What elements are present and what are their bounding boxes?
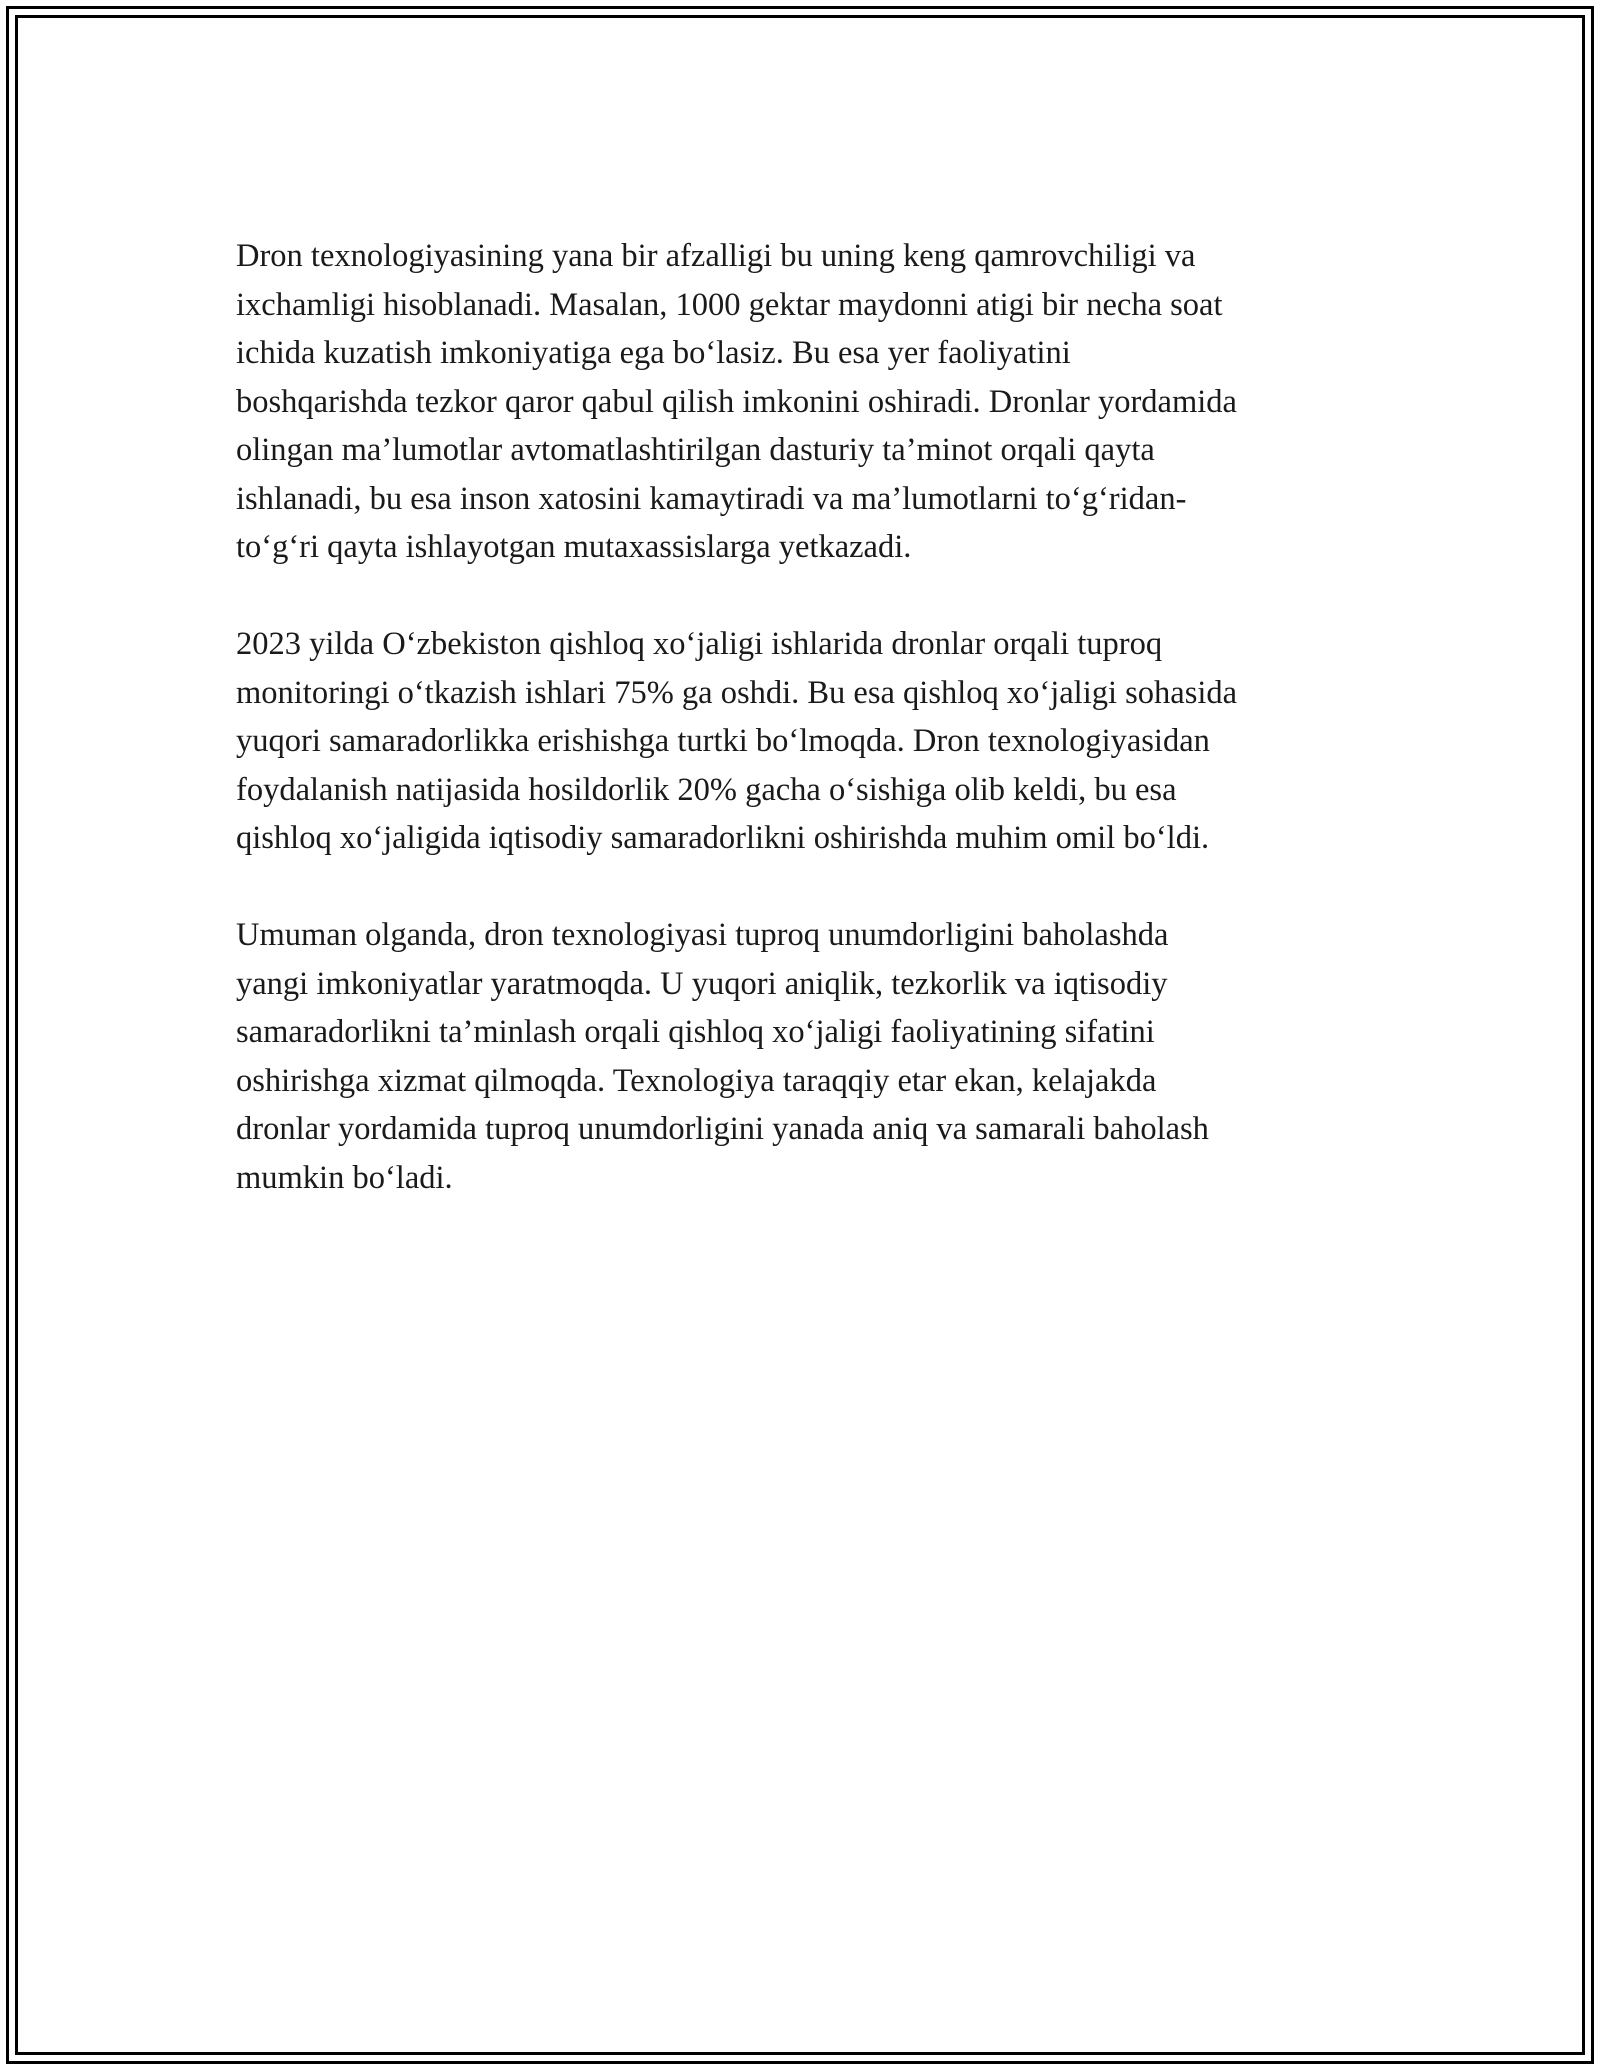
text-line: oshirishga xizmat qilmoqda. Texnologiya taraqqiy etar ekan, kelajakda	[236, 1062, 1157, 1099]
paragraph-2	[236, 620, 1376, 863]
text-line: qishloq xo‘jaligida iqtisodiy samaradorlikni oshirishda muhim omil bo‘ldi.	[236, 820, 1210, 856]
text-line: monitoringi o‘tkazish ishlari 75% ga oshdi. Bu esa qishloq xo‘jaligi sohasida	[236, 674, 1238, 711]
paragraph-3	[236, 911, 1376, 1202]
text-line: foydalanish natijasida hosildorlik 20% gacha o‘sishiga olib keldi, bu esa	[236, 771, 1177, 808]
text-line: dronlar yordamida tuproq unumdorligini yanada aniq va samarali baholash	[236, 1111, 1209, 1147]
paragraph-1	[236, 232, 1376, 572]
text-line: yuqori samaradorlikka erishishga turtki bo‘lmoqda. Dron texnologiyasidan	[236, 723, 1210, 759]
text-line: samaradorlikni ta’minlash orqali qishloq xo‘jaligi faoliyatining sifatini	[236, 1014, 1155, 1050]
text-line: yangi imkoniyatlar yaratmoqda. U yuqori aniqlik, tezkorlik va iqtisodiy	[236, 965, 1168, 1002]
text-line: Dron texnologiyasining yana bir afzalligi bu uning keng qamrovchiligi va	[236, 238, 1196, 274]
text-line: Umuman olganda, dron texnologiyasi tuproq unumdorligini baholashda	[236, 917, 1169, 953]
text-line: olingan ma’lumotlar avtomatlashtirilgan dasturiy ta’minot orqali qayta	[236, 432, 1155, 468]
text-line: mumkin bo‘ladi.	[236, 1159, 453, 1196]
document-body	[236, 232, 1376, 1251]
text-line: ichida kuzatish imkoniyatiga ega bo‘lasiz. Bu esa yer faoliyatini	[236, 335, 1071, 371]
text-line: 2023 yilda O‘zbekiston qishloq xo‘jaligi ishlarida dronlar orqali tuproq	[236, 626, 1163, 662]
text-line: to‘g‘ri qayta ishlayotgan mutaxassislarga yetkazadi.	[236, 529, 912, 565]
text-line: ishlanadi, bu esa inson xatosini kamaytiradi va ma’lumotlarni to‘g‘ridan-	[236, 480, 1187, 517]
text-line: boshqarishda tezkor qaror qabul qilish imkonini oshiradi. Dronlar yordamida	[236, 383, 1237, 420]
text-line: ixchamligi hisoblanadi. Masalan, 1000 gektar maydonni atigi bir necha soat	[236, 286, 1223, 323]
